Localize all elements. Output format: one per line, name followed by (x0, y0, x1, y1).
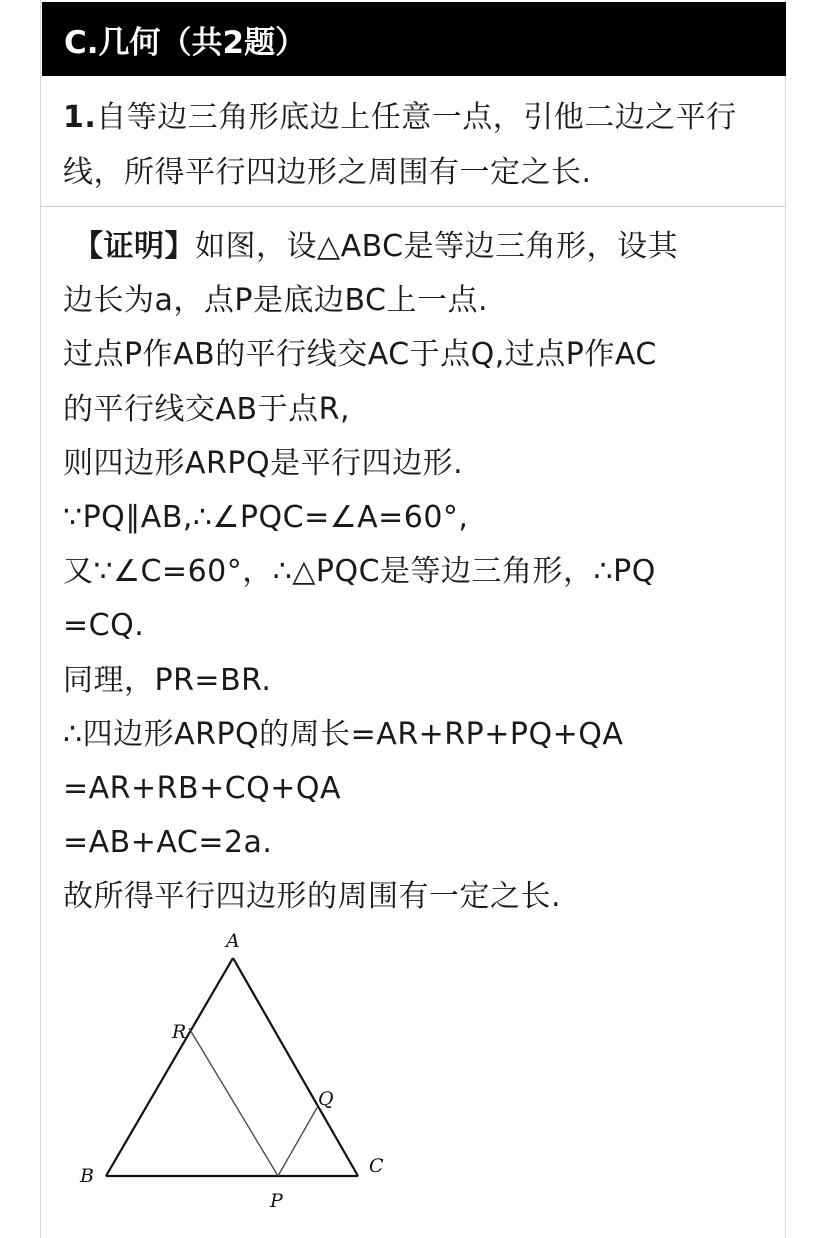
solution-line: 的平行线交AB于点R, (63, 391, 350, 427)
label-a: A (226, 930, 240, 952)
solution-line: 同理，PR=BR. (63, 662, 272, 698)
segment-pr (189, 1028, 278, 1176)
proof-tag: 【证明】 (73, 229, 195, 264)
segment-pq (278, 1106, 318, 1176)
side-ac (233, 958, 358, 1176)
solution-line: 故所得平行四边形的周围有一定之长. (63, 879, 562, 915)
solution-line: ∴四边形ARPQ的周长=AR+RP+PQ+QA (63, 716, 624, 752)
label-r: R (172, 1021, 187, 1043)
solution-text: 如图，设△ABC是等边三角形，设其 (195, 229, 679, 264)
solution-line: 则四边形ARPQ是平行四边形. (63, 445, 464, 481)
label-q: Q (318, 1088, 334, 1110)
solution-line: ∵PQ∥AB,∴∠PQC=∠A=60°, (63, 500, 469, 536)
label-p: P (270, 1190, 283, 1212)
solution-line: =AB+AC=2a. (63, 825, 273, 861)
divider (41, 206, 786, 207)
solution-line: =AR+RB+CQ+QA (63, 771, 342, 807)
label-b: B (80, 1165, 94, 1187)
solution-line: 过点P作AB的平行线交AC于点Q,过点P作AC (63, 337, 657, 373)
problem-text: 自等边三角形底边上任意一点，引他二边之平行线，所得平行四边形之周围有一定之长. (63, 100, 737, 190)
label-c: C (369, 1155, 384, 1177)
solution-block (63, 220, 775, 925)
solution-line: 又∵∠C=60°，∴△PQC是等边三角形，∴PQ (63, 554, 656, 590)
problem-statement (63, 90, 775, 200)
solution-line: =CQ. (63, 608, 145, 644)
problem-number: 1. (63, 100, 97, 135)
section-header (42, 2, 786, 76)
side-ab (106, 958, 233, 1176)
solution-line (63, 220, 775, 274)
solution-line: 边长为a，点P是底边BC上一点. (63, 283, 489, 319)
section-title: C.几何（共2题） (64, 24, 307, 61)
triangle-figure (60, 920, 420, 1220)
